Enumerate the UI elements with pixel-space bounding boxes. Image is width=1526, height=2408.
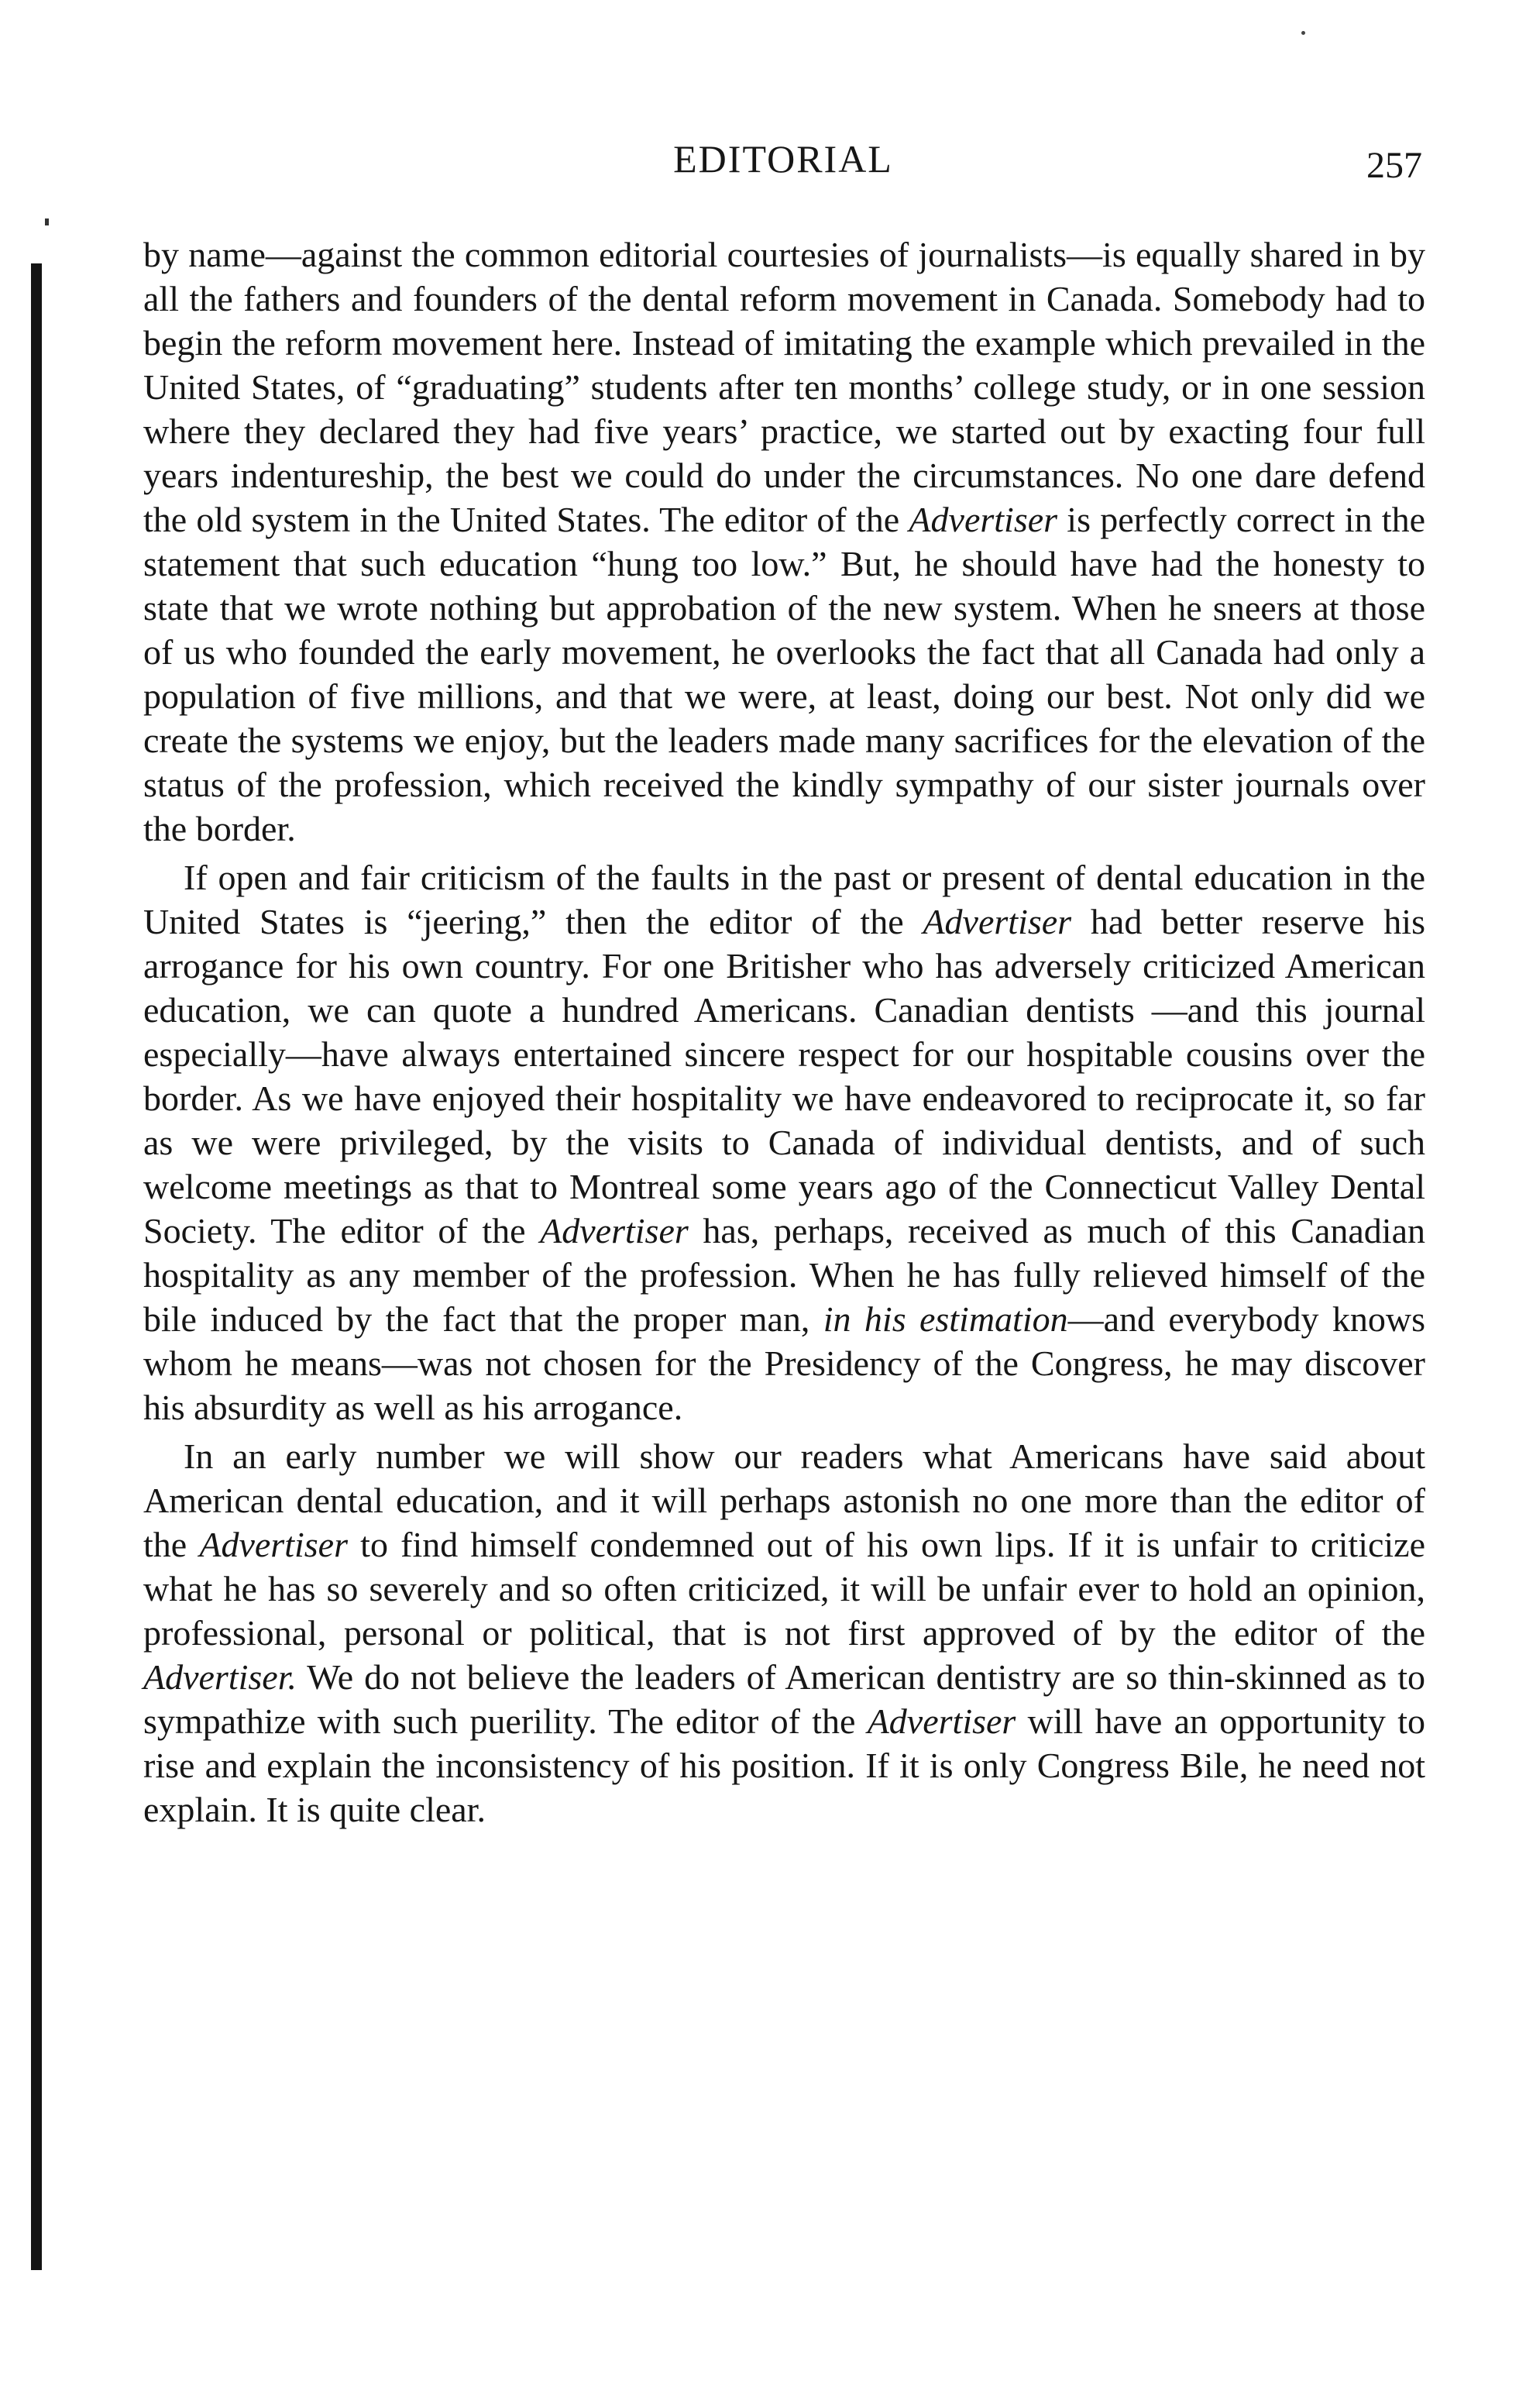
italic-text: Advertiser [909, 500, 1058, 539]
text-run: had better reserve his arrogance for his own country. For one Britisher who has adversely criticized American education, we can quote a hundred Americans. Canadian dentists —and this journal especially—have always entertained sincere respect for our hospitable cousins over the border. As we have enjoyed their hospitality we have endeavored to reciprocate it, so far as we were privileged, by the visits to Canada of individual dentists, and of such welcome meetings as that to Montreal some years ago of the Connecticut Valley Dental Society. The editor of the [143, 902, 1425, 1250]
running-header [144, 136, 1422, 191]
header-title: EDITORIAL [673, 137, 893, 181]
paragraph [143, 232, 1425, 851]
text-run: has, perhaps, received as much of this Canadian hospitality as any member of the profession. When he has fully relieved himself of the bile induced by the fact that the proper man, [143, 1211, 1425, 1339]
text-run: —and everybody knows whom he means—was not chosen for the Presidency of the Congress, he may discover his absurdity as well as his arrogance. [143, 1299, 1425, 1427]
margin-marker-bar [31, 263, 42, 2270]
text-run: is perfectly correct in the statement that such education “hung too low.” But, he should have had the honesty to state that we wrote nothing but approbation of the new system. When he sneers at those of us who founded the early movement, he overlooks the fact that all Canada had only a population of five millions, and that we were, at least, doing our best. Not only did we create the systems we enjoy, but the leaders made many sacrifices for the elevation of the status of the profession, which received the kindly sympathy of our sister journals over the border. [143, 500, 1426, 848]
editorial-body [143, 232, 1425, 1832]
margin-tick-mark [45, 218, 49, 225]
italic-text: Advertiser [540, 1211, 689, 1250]
italic-text: Advertiser [199, 1525, 348, 1564]
text-run: by name—against the common editorial courtesies of journalists—is equally shared in by all the fathers and founders of the dental reform movement in Canada. Somebody had to begin the reform movement here. Instead of imitating the example which prevailed in the United States, of “graduating” students after ten months’ college study, or in one session where they declared they had five years’ practice, we started out by exacting four full years indentureship, the best we could do under the circumstances. No one dare defend the old system in the United States. The editor of the [143, 235, 1425, 539]
paragraph [143, 855, 1425, 1429]
italic-text: Advertiser [923, 902, 1072, 941]
italic-text: in his estimation [823, 1299, 1068, 1339]
italic-text: Advertiser [867, 1701, 1016, 1741]
text-run: In an early number we will show our readers what Americans have said about American dental education, and it will perhaps astonish no one more than the editor of the [143, 1436, 1425, 1564]
text-run: will have an opportunity to rise and explain the inconsistency of his position. If it is only Congress Bile, he need not explain. It is quite clear. [143, 1701, 1425, 1829]
italic-text: Advertiser. [143, 1657, 297, 1697]
text-run: We do not believe the leaders of American dentistry are so thin-skinned as to sympathize with such puerility. The editor of the [143, 1657, 1425, 1741]
text-run: If open and fair criticism of the faults in the past or present of dental education in the United States is “jeering,” then the editor of the [143, 858, 1425, 941]
page-number: 257 [1366, 145, 1422, 186]
print-speck [1301, 31, 1305, 35]
text-run: to find himself condemned out of his own lips. If it is unfair to criticize what he has so severely and so often criticized, it will be unfair ever to hold an opinion, professional, personal or political, that is not first approved of by the editor of the [143, 1525, 1425, 1653]
paragraph [143, 1434, 1425, 1832]
